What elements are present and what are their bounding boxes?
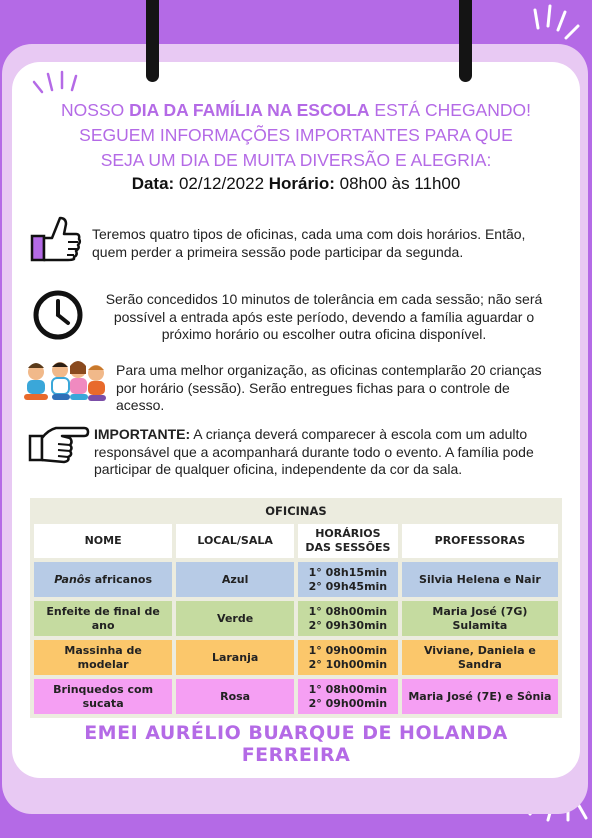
sparkle-decoration-top-right bbox=[520, 0, 592, 50]
table-row bbox=[34, 679, 558, 714]
cell-professoras: Maria José (7E) e Sônia bbox=[402, 679, 558, 714]
info-important bbox=[94, 426, 562, 479]
sparkle-decoration-top-left bbox=[28, 66, 88, 100]
clock-icon bbox=[32, 289, 84, 341]
cell-sala: Rosa bbox=[176, 679, 294, 714]
info-tolerance: Serão concedidos 10 minutos de tolerância em cada sessão; não será possível a entrada após este período, devendo a família aguardar o próximo horário ou escolher outra oficina disponível. bbox=[105, 291, 543, 342]
cell-professoras: Silvia Helena e Nair bbox=[402, 562, 558, 597]
cell-professoras: Maria José (7G) Sulamita bbox=[402, 601, 558, 636]
headline-line-3: SEJA UM DIA DE MUITA DIVERSÃO E ALEGRIA: bbox=[100, 150, 492, 170]
oficinas-table bbox=[30, 498, 562, 718]
table-row bbox=[34, 640, 558, 675]
header-nome: NOME bbox=[34, 524, 172, 558]
info-workshops: Teremos quatro tipos de oficinas, cada uma com dois horários. Então, quem perder a primeira sessão pode participar da segunda. bbox=[92, 226, 526, 260]
headline-line-1: NOSSO DIA DA FAMÍLIA NA ESCOLA ESTÁ CHEGANDO! bbox=[61, 100, 531, 120]
hanger-left bbox=[146, 0, 159, 82]
table-row bbox=[34, 562, 558, 597]
header-local-sala: LOCAL/SALA bbox=[176, 524, 294, 558]
important-label: IMPORTANTE: bbox=[94, 426, 191, 442]
header-professoras: PROFESSORAS bbox=[402, 524, 558, 558]
cell-horarios: 1° 09h00min 2° 10h00min bbox=[298, 640, 398, 675]
cell-nome: Enfeite de final de ano bbox=[34, 601, 172, 636]
info-capacity: Para uma melhor organização, as oficinas contemplarão 20 crianças por horário (sessão). Serão entregues fichas para o controle de acesso. bbox=[116, 362, 542, 413]
cell-nome: Brinquedos com sucata bbox=[34, 679, 172, 714]
table-header-row bbox=[34, 524, 558, 558]
cell-professoras: Viviane, Daniela e Sandra bbox=[402, 640, 558, 675]
table-row bbox=[34, 601, 558, 636]
hanger-right bbox=[459, 0, 472, 82]
cell-sala: Laranja bbox=[176, 640, 294, 675]
table-title: OFICINAS bbox=[34, 502, 558, 520]
cell-nome: Panôs africanos bbox=[34, 562, 172, 597]
important-text: A criança deverá comparecer à escola com um adulto responsável que a acompanhará durante todo o evento. A família pode participar de qualquer oficina, independente da cor da sala. bbox=[94, 426, 534, 477]
cell-horarios: 1° 08h15min 2° 09h45min bbox=[298, 562, 398, 597]
pointing-hand-icon bbox=[28, 420, 90, 466]
cell-sala: Verde bbox=[176, 601, 294, 636]
cell-horarios: 1° 08h00min 2° 09h00min bbox=[298, 679, 398, 714]
cell-sala: Azul bbox=[176, 562, 294, 597]
header-horarios: HORÁRIOS DAS SESSÕES bbox=[298, 524, 398, 558]
headline-line-2: SEGUEM INFORMAÇÕES IMPORTANTES PARA QUE bbox=[79, 125, 513, 145]
cell-nome: Massinha de modelar bbox=[34, 640, 172, 675]
school-name-footer: EMEI AURÉLIO BUARQUE DE HOLANDA FERREIRA bbox=[84, 722, 508, 766]
cell-horarios: 1° 08h00min 2° 09h30min bbox=[298, 601, 398, 636]
event-date-time: Data: 02/12/2022 Horário: 08h00 às 11h00 bbox=[131, 174, 461, 193]
children-illustration bbox=[22, 358, 108, 404]
thumbs-up-icon bbox=[30, 212, 82, 264]
